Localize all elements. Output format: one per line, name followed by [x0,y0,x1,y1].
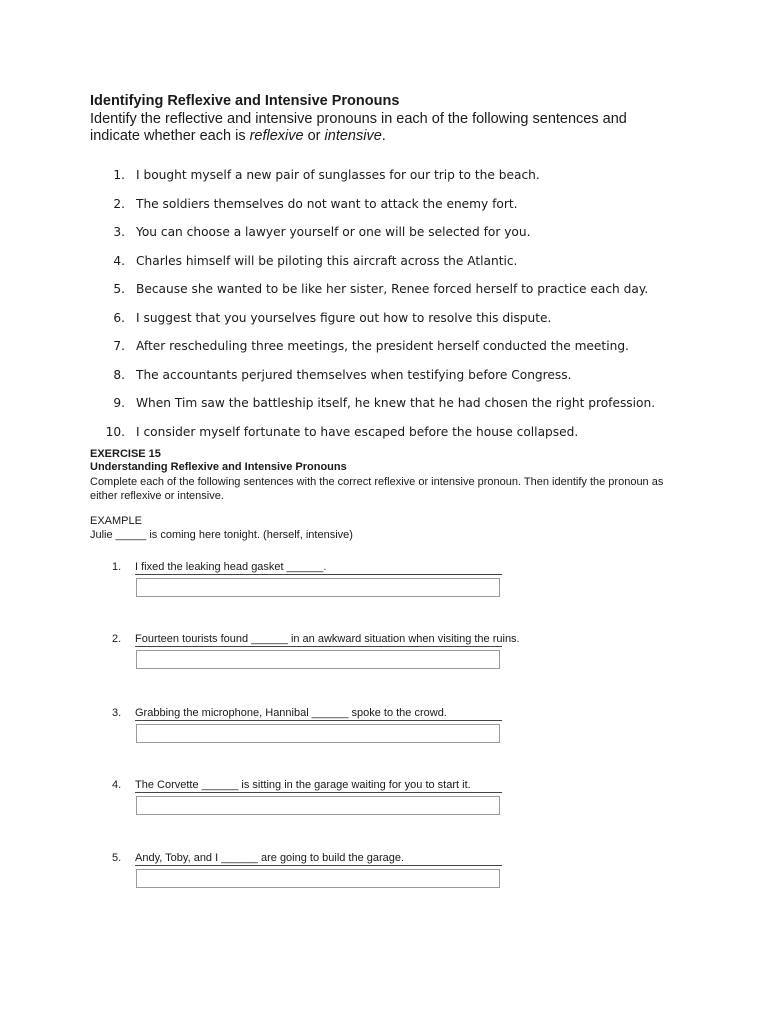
exercise-item-text: Andy, Toby, and I ______ are going to build the garage. [135,852,502,866]
exercise-item-number: 3. [112,707,122,719]
exercise-item [0,779,768,819]
answer-field[interactable] [136,578,500,597]
sentence-text: When Tim saw the battleship itself, he knew that he had chosen the right profession. [136,396,656,410]
exercise-item-number: 5. [112,852,122,864]
exercise-item-number: 2. [112,633,122,645]
exercise-item-text: Grabbing the microphone, Hannibal ______ spoke to the crowd. [135,707,502,721]
exercise-item-number: 1. [112,561,122,573]
sentence-item [0,336,768,356]
instructions-emphasis-intensive: intensive [324,128,382,144]
exercise-item-text: The Corvette ______ is sitting in the garage waiting for you to start it. [135,779,502,793]
sentence-text: After rescheduling three meetings, the president herself conducted the meeting. [136,339,629,353]
answer-field[interactable] [136,796,500,815]
sentence-number: 10. [105,424,125,439]
sentence-item [0,422,768,442]
sentence-text: I consider myself fortunate to have escaped before the house collapsed. [136,424,579,439]
example-sentence: Julie _____ is coming here tonight. (herself, intensive) [90,529,353,541]
sentence-number: 2. [113,196,125,211]
answer-field[interactable] [136,869,500,888]
sentence-item [0,165,768,185]
sentence-number: 6. [113,310,125,325]
sentence-text: The soldiers themselves do not want to attack the enemy fort. [136,196,518,211]
exercise-heading: EXERCISE 15 [90,448,161,460]
section-title: Identifying Reflexive and Intensive Pronouns [90,93,400,109]
sentence-text: Charles himself will be piloting this aircraft across the Atlantic. [136,253,518,268]
sentence-text: I suggest that you yourselves figure out how to resolve this dispute. [136,310,552,325]
sentence-item [0,222,768,242]
sentence-item [0,308,768,328]
sentence-item [0,194,768,214]
exercise-item-number: 4. [112,779,122,791]
sentence-number: 8. [113,367,125,382]
answer-field[interactable] [136,724,500,743]
example-label: EXAMPLE [90,515,142,527]
exercise-item-text: Fourteen tourists found ______ in an awkward situation when visiting the ruins. [135,633,520,645]
sentence-item [0,365,768,385]
sentence-number: 1. [113,168,125,182]
sentence-number: 3. [113,225,125,239]
exercise-item [0,707,768,747]
sentence-text: I bought myself a new pair of sunglasses for our trip to the beach. [136,168,540,182]
instructions-text-or: or [303,128,325,144]
sentence-text: You can choose a lawyer yourself or one will be selected for you. [136,225,531,239]
sentence-item [0,279,768,299]
section-instructions [90,111,660,145]
sentence-number: 7. [113,339,125,353]
sentence-text: The accountants perjured themselves when testifying before Congress. [136,367,572,382]
instructions-text: Identify the reflective and intensive pronouns in each of the following sentences and indicate whether each is [90,111,627,144]
exercise-instructions: Complete each of the following sentences with the correct reflexive or intensive pronoun. Then identify the pronoun as either reflexive or intensive. [90,476,664,502]
instructions-emphasis-reflexive: reflexive [249,128,304,144]
sentence-number: 4. [113,253,125,268]
exercise-item [0,852,768,892]
exercise-item-text: I fixed the leaking head gasket ______. [135,561,502,575]
sentence-item [0,393,768,413]
instructions-period: . [381,128,386,144]
answer-field[interactable] [136,650,500,669]
sentence-text: Because she wanted to be like her sister, Renee forced herself to practice each day. [136,282,649,296]
sentence-number: 5. [113,282,125,296]
exercise-item [0,561,768,601]
sentence-number: 9. [113,396,125,410]
sentence-item [0,251,768,271]
exercise-item [0,633,768,673]
exercise-subheading: Understanding Reflexive and Intensive Pronouns [90,461,347,473]
